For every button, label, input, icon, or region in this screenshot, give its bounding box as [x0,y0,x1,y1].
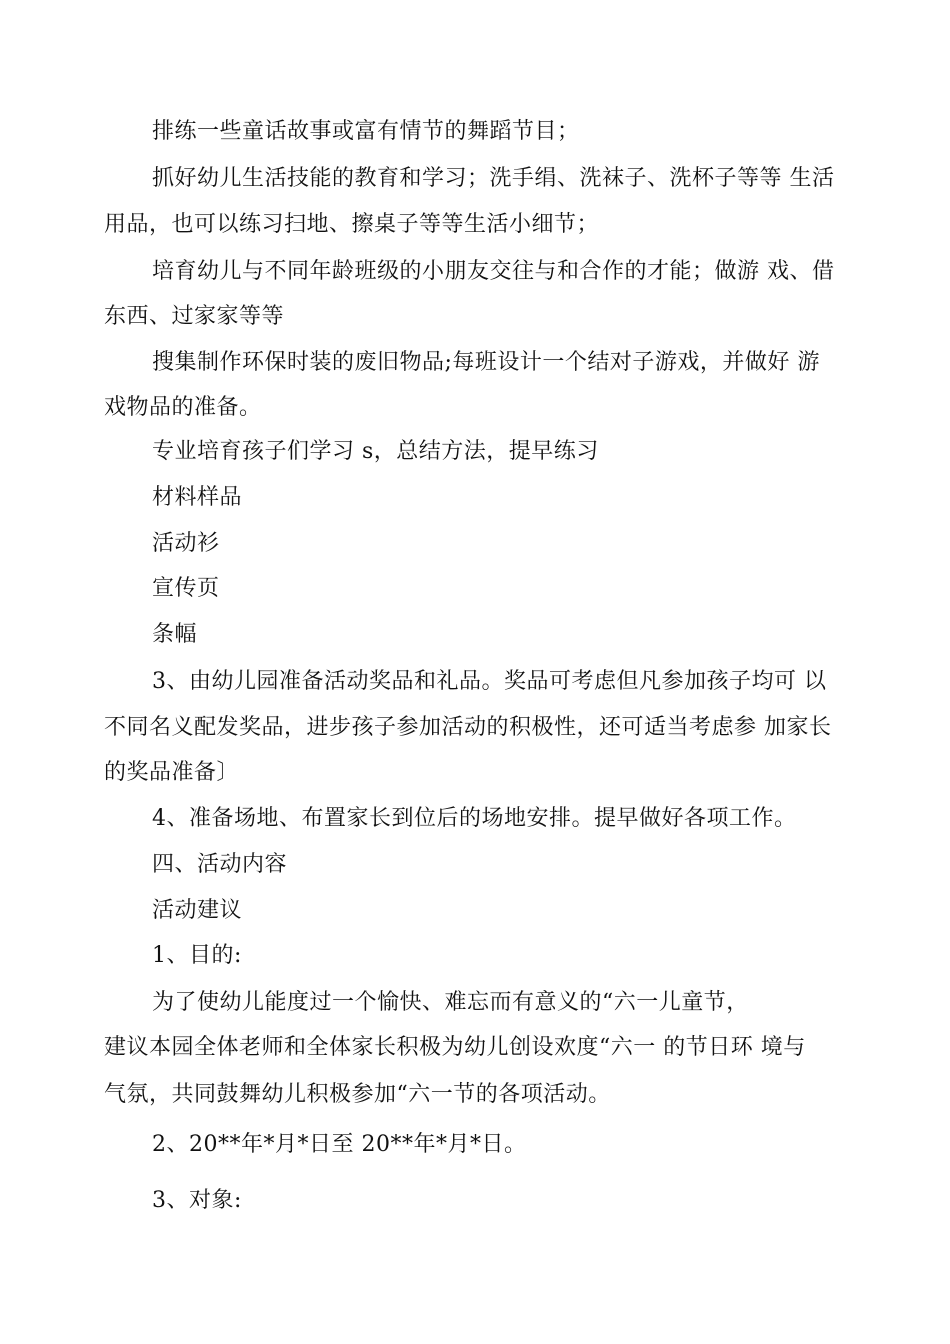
list-item: 3、对象: [152,1188,242,1213]
paragraph-line: 活动衫 [152,531,220,556]
section-heading: 四、活动内容 [152,852,288,877]
paragraph-line: 条幅 [152,622,198,647]
paragraph-line: 为了使幼儿能度过一个愉快、难忘而有意义的“六一儿童节， [152,990,749,1015]
paragraph-line: 专业培育孩子们学习 s，总结方法，提早练习 [152,439,599,464]
paragraph-line: 不同名义配发奖品，进步孩子参加活动的积极性，还可适当考虑参 加家长 [104,715,832,740]
list-item: 1、目的: [152,943,242,968]
paragraph-line: 东西、过家家等等 [104,304,285,329]
paragraph-line: 戏物品的准备。 [104,395,262,420]
paragraph-line: 建议本园全体老师和全体家长积极为幼儿创设欢度“六一 的节日环 境与 [104,1035,806,1060]
paragraph-line: 用品，也可以练习扫地、擦桌子等等生活小细节； [104,212,600,237]
paragraph-line: 3、由幼儿园准备活动奖品和礼品。奖品可考虑但凡参加孩子均可 以 [152,669,827,694]
paragraph-line: 搜集制作环保时装的废旧物品;每班设计一个结对子游戏，并做好 游 [152,350,820,375]
paragraph-line: 宣传页 [152,576,220,601]
paragraph-line: 抓好幼儿生活技能的教育和学习；洗手绢、洗袜子、洗杯子等等 生活 [152,166,835,191]
paragraph-line: 4、准备场地、布置家长到位后的场地安排。提早做好各项工作。 [152,806,797,831]
paragraph-line: 的奖品准备〕 [104,760,240,785]
subheading: 活动建议 [152,898,243,923]
paragraph-line: 材料样品 [152,485,243,510]
paragraph-line: 排练一些童话故事或富有情节的舞蹈节目； [152,119,580,144]
paragraph-line: 培育幼儿与不同年龄班级的小朋友交往与和合作的才能；做游 戏、借 [152,259,835,284]
paragraph-line: 气氛，共同鼓舞幼儿积极参加“六一节的各项活动。 [104,1082,611,1107]
list-item: 2、20**年*月*日至 20**年*月*日。 [152,1132,527,1157]
